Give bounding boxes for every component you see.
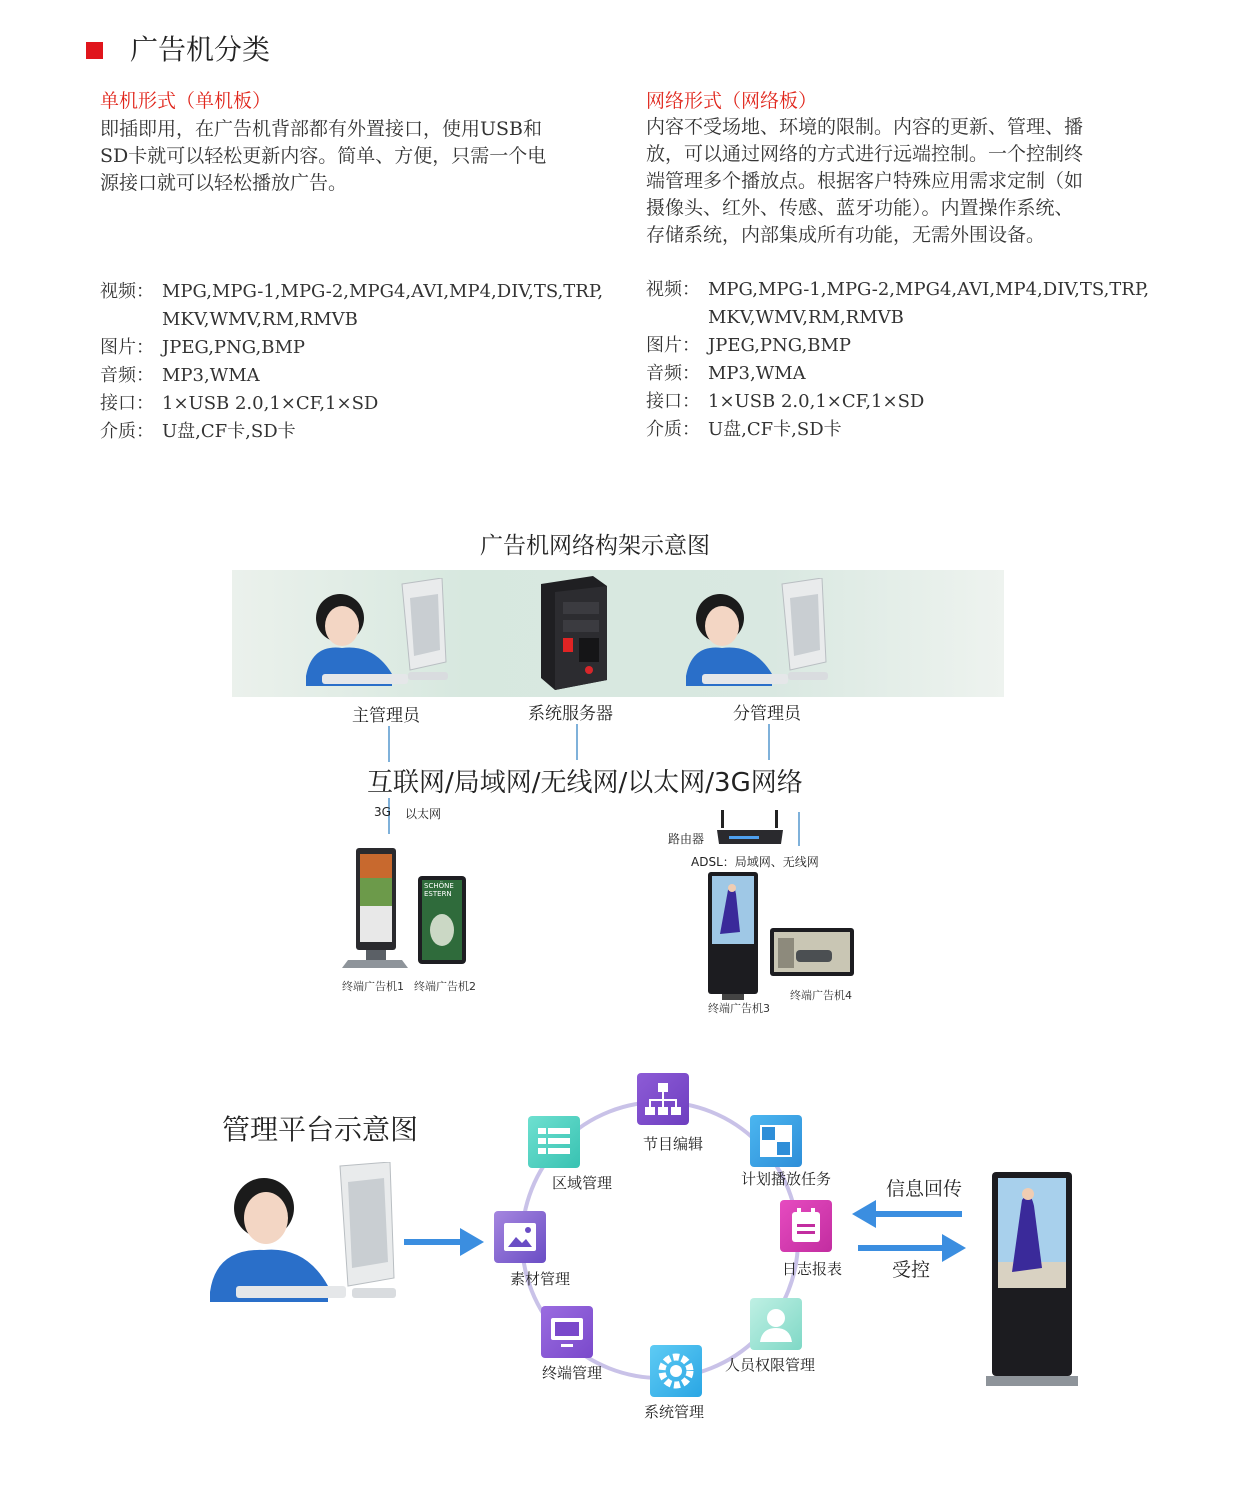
terminal-2-poster-text: SCHÖNE ESTERN [424,882,454,898]
spec-value: MKV,WMV,RM,RMVB [708,307,904,328]
sub-admin-illustration [672,578,842,694]
plan-task-label: 计划播放任务 [741,1170,832,1188]
spec-label: 接口： [100,393,154,414]
standalone-specs [100,278,603,446]
label-ethernet: 以太网 [405,807,442,821]
description-line: 端管理多个播放点。根据客户特殊应用需求定制（如 [646,170,1084,192]
area-node[interactable] [528,1116,580,1168]
description-line: SD卡就可以轻松更新内容。简单、方便，只需一个电 [100,145,547,167]
network-specs [646,276,1149,444]
log-report-node[interactable] [780,1200,832,1252]
spec-value: MP3,WMA [708,363,806,384]
controlled-label: 受控 [892,1259,931,1281]
terminal-manage-node[interactable] [541,1306,593,1358]
spec-label: 接口： [646,391,700,412]
permission-node[interactable] [750,1298,802,1350]
connector-line [768,724,770,760]
terminal-3-illustration [706,872,760,1000]
terminal-3-label: 终端广告机3 [708,1002,770,1015]
standalone-subtitle: 单机形式（单机板） [100,90,272,112]
list-icon [528,1116,580,1168]
operator-illustration [202,1162,402,1306]
spec-value: U盘,CF卡,SD卡 [708,419,842,440]
description-line: 摄像头、红外、传感、蓝牙功能）。内置操作系统、 [646,197,1074,219]
description-line: 源接口就可以轻松播放广告。 [100,172,348,194]
spec-value: MPG,MPG-1,MPG-2,MPG4,AVI,MP4,DIV,TS,TRP, [708,279,1150,300]
connector-line [388,726,390,762]
kiosk-terminal-illustration [986,1172,1078,1386]
section-marker [86,42,103,59]
spec-label: 图片： [646,335,700,356]
description-line: 即插即用，在广告机背部都有外置接口，使用USB和 [100,118,542,140]
spec-label: 视频： [646,279,700,300]
description-line: 存储系统，内部集成所有功能，无需外围设备。 [646,224,1046,246]
spec-label: 视频： [100,281,154,302]
terminal-4-label: 终端广告机4 [790,989,852,1002]
description-line: 内容不受场地、环境的限制。内容的更新、管理、播 [646,116,1084,138]
adsl-label: ADSL：局域网、无线网 [691,855,819,869]
monitor-icon [541,1306,593,1358]
spec-value: JPEG,PNG,BMP [708,335,852,356]
material-label: 素材管理 [510,1270,571,1288]
user-icon [750,1298,802,1350]
org-chart-icon [637,1073,689,1125]
spec-label: 介质： [646,419,700,440]
server-illustration [533,574,613,694]
spec-label: 音频： [100,365,154,386]
spec-value: JPEG,PNG,BMP [162,337,306,358]
main-admin-label: 主管理员 [352,706,420,726]
spec-value: U盘,CF卡,SD卡 [162,421,296,442]
router-label: 路由器 [668,832,705,846]
arrow-right-icon [404,1228,484,1256]
spec-value: MKV,WMV,RM,RMVB [162,309,358,330]
report-icon [780,1200,832,1252]
network-description [646,114,1136,249]
log-report-label: 日志报表 [782,1260,843,1278]
connector-line [576,724,578,760]
network-subtitle: 网络形式（网络板） [646,90,818,112]
schedule-icon [750,1115,802,1167]
program-edit-label: 节目编辑 [643,1135,704,1153]
feedback-label: 信息回传 [886,1178,963,1200]
standalone-description [100,116,590,197]
label-3g: 3G [374,805,391,819]
terminal-4-illustration [770,928,854,980]
terminal-2-label: 终端广告机2 [414,980,476,993]
server-label: 系统服务器 [528,704,613,724]
material-node[interactable] [494,1211,546,1263]
network-diagram-title: 广告机网络构架示意图 [480,533,710,559]
spec-value: MPG,MPG-1,MPG-2,MPG4,AVI,MP4,DIV,TS,TRP, [162,281,604,302]
section-title: 广告机分类 [130,33,271,66]
terminal-manage-label: 终端管理 [542,1364,603,1382]
spec-value: 1×USB 2.0,1×CF,1×SD [162,393,379,414]
terminal-1-label: 终端广告机1 [342,980,404,993]
arrow-left-icon [852,1200,962,1228]
spec-label: 图片： [100,337,154,358]
spec-value: 1×USB 2.0,1×CF,1×SD [708,391,925,412]
sub-admin-label: 分管理员 [733,704,801,724]
network-types-label: 互联网/局域网/无线网/以太网/3G网络 [367,768,803,798]
system-node[interactable] [650,1345,702,1397]
plan-task-node[interactable] [750,1115,802,1167]
main-admin-illustration [292,578,462,694]
program-edit-node[interactable] [637,1073,689,1125]
system-label: 系统管理 [644,1403,705,1421]
description-line: 放，可以通过网络的方式进行远端控制。一个控制终 [646,143,1084,165]
spec-label: 介质： [100,421,154,442]
permission-label: 人员权限管理 [725,1356,816,1374]
image-icon [494,1211,546,1263]
platform-title: 管理平台示意图 [222,1113,419,1146]
terminal-1-illustration [342,848,408,972]
connector-line [798,812,800,846]
spec-value: MP3,WMA [162,365,260,386]
area-label: 区域管理 [552,1174,613,1192]
router-icon [715,810,785,850]
spec-label: 音频： [646,363,700,384]
gear-icon [650,1345,702,1397]
